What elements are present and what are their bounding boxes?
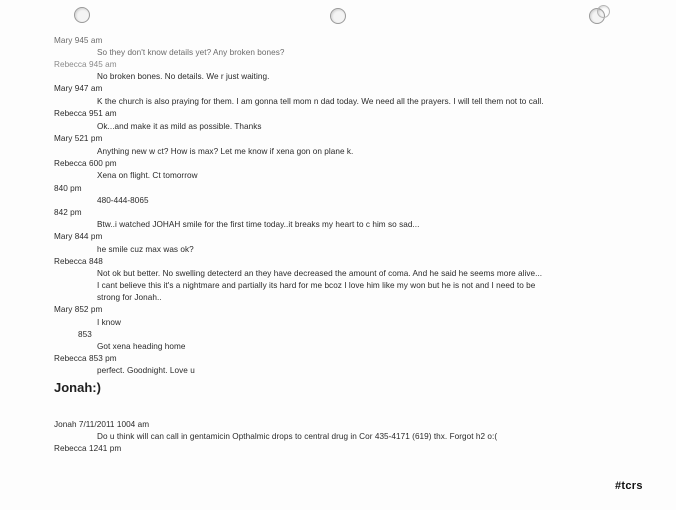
sender-line: Rebecca 945 am (54, 60, 117, 69)
sender-line: Rebecca 600 pm (54, 159, 117, 168)
message-line: No broken bones. No details. We r just waiting. (97, 72, 270, 81)
message-line: 480-444-8065 (97, 196, 149, 205)
sender-line: Jonah 7/11/2011 1004 am (54, 420, 150, 429)
message-line: Xena on flight. Ct tomorrow (97, 171, 198, 180)
sender-line: Mary 521 pm (54, 134, 103, 143)
sender-line: Rebecca 951 am (54, 109, 117, 118)
sender-line: Rebecca 853 pm (54, 354, 117, 363)
message-line: Btw..i watched JOHAH smile for the first time today..it breaks my heart to c him so sad... (97, 220, 420, 229)
message-line: So they don't know details yet? Any broken bones? (97, 48, 285, 57)
message-line: Ok...and make it as mild as possible. Thanks (97, 122, 262, 131)
sender-line: 840 pm (54, 184, 82, 193)
punch-hole-icon (74, 7, 90, 23)
corner-hashtag: #tcrs (615, 480, 643, 492)
punch-hole-icon (597, 5, 610, 18)
message-line: he smile cuz max was ok? (97, 245, 194, 254)
sender-line: Rebecca 1241 pm (54, 444, 122, 453)
message-line: K the church is also praying for them. I am gonna tell mom n dad today. We need all the prayers. I will tell them not to call. (97, 97, 544, 106)
sender-line: Mary 945 am (54, 36, 103, 45)
sender-line: Mary 947 am (54, 84, 103, 93)
message-line: strong for Jonah.. (97, 293, 162, 302)
sender-line: Mary 844 pm (54, 232, 103, 241)
message-line: perfect. Goodnight. Love u (97, 366, 195, 375)
message-line: I know (97, 318, 121, 327)
sender-line: 853 (78, 330, 92, 339)
message-line: Got xena heading home (97, 342, 186, 351)
sender-line: Rebecca 848 (54, 257, 103, 266)
punch-hole-icon (330, 8, 346, 24)
section-heading: Jonah:) (54, 380, 101, 395)
message-line: I cant believe this it's a nightmare and partially its hard for me bcoz I love him like my won but he is not and I need to be (97, 281, 536, 290)
message-line: Do u think will can call in gentamicin Opthalmic drops to central drug in Cor 435-4171 (619) thx. Forgot h2 o:( (97, 432, 498, 441)
sender-line: Mary 852 pm (54, 305, 103, 314)
sender-line: 842 pm (54, 208, 82, 217)
message-line: Anything new w ct? How is max? Let me know if xena gon on plane k. (97, 147, 354, 156)
message-line: Not ok but better. No swelling detecterd an they have decreased the amount of coma. And he said he seems more alive... (97, 269, 543, 278)
